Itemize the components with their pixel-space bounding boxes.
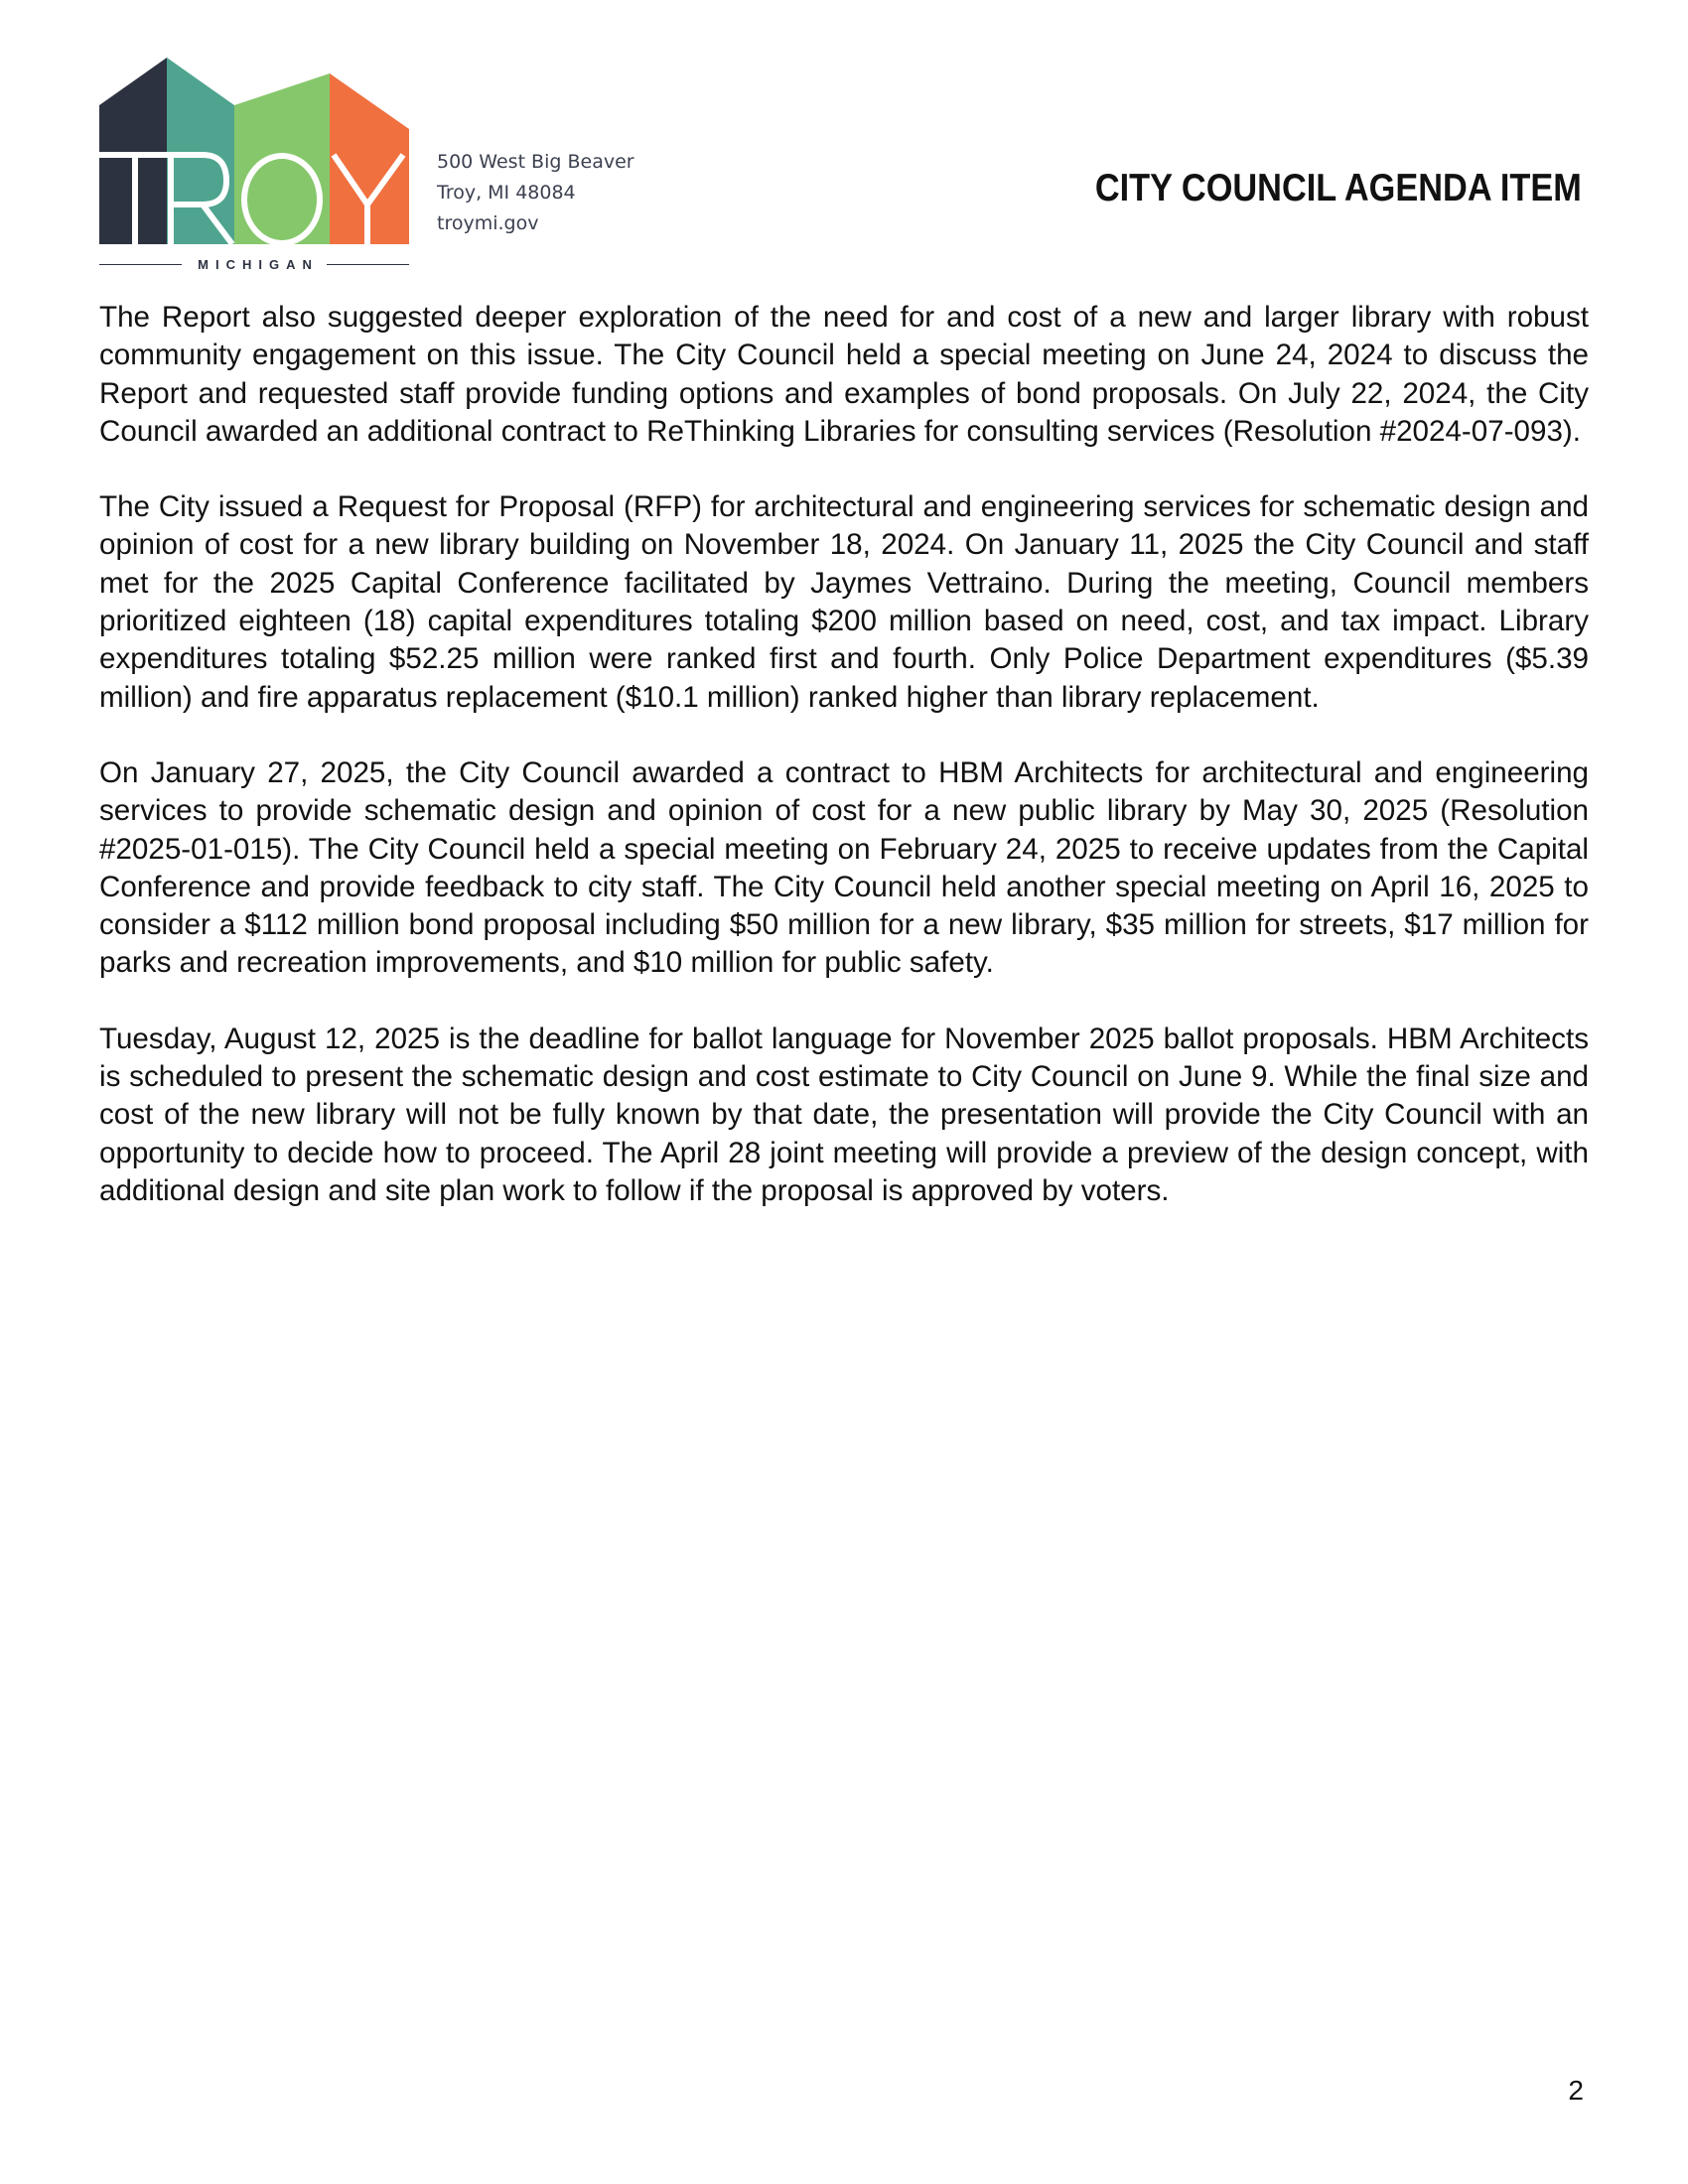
paragraph: The City issued a Request for Proposal (RFP) for architectural and engineering services for schematic design and opinion of cost for a new library building on November 18, 2024. On January 11, 2025 the City Council and staff met for the 2025 Capital Conference facilitated by Jaymes Vettraino. During the meeting, Council members prioritized eighteen (18) capital expenditures totaling $200 million based on need, cost, and tax impact. Library expenditures totaling $52.25 million were ranked first and fourth. Only Police Department expenditures ($5.39 million) and fire apparatus replacement ($10.1 million) ranked higher than library replacement. <box>99 490 1589 714</box>
paragraph: Tuesday, August 12, 2025 is the deadline for ballot language for November 2025 ballot proposals. HBM Architects is scheduled to present the schematic design and cost estimate to City Council on June 9. While the final size and cost of the new library will not be fully known by that date, the presentation will provide the City Council with an opportunity to decide how to proceed. The April 28 joint meeting will provide a preview of the design concept, with additional design and site plan work to follow if the proposal is approved by voters. <box>99 1022 1589 1207</box>
document-body <box>99 299 1589 1248</box>
logo-rule-left <box>99 264 182 265</box>
page-number: 2 <box>1568 2075 1584 2106</box>
troy-house-logo-icon <box>99 58 409 252</box>
address-line-2: Troy, MI 48084 <box>437 182 576 204</box>
address-line-1: 500 West Big Beaver <box>437 151 634 173</box>
page-title: CITY COUNCIL AGENDA ITEM <box>1094 167 1582 209</box>
city-address <box>437 147 634 239</box>
paragraph: The Report also suggested deeper exploration of the need for and cost of a new and larger library with robust community engagement on this issue. The City Council held a special meeting on June 24, 2024 to discuss the Report and requested staff provide funding options and examples of bond proposals. On July 22, 2024, the City Council awarded an additional contract to ReThinking Libraries for consulting services (Resolution #2024-07-093). <box>99 301 1589 448</box>
website-link[interactable]: troymi.gov <box>437 212 539 234</box>
troy-logo <box>99 58 409 276</box>
logo-subtitle: MICHIGAN <box>198 256 319 272</box>
logo-rule-right <box>327 264 409 265</box>
logo-subtitle-row <box>99 252 409 276</box>
paragraph: On January 27, 2025, the City Council awarded a contract to HBM Architects for architectural and engineering services to provide schematic design and opinion of cost for a new public library by May 30, 2025 (Resolution #2025-01-015). The City Council held a special meeting on February 24, 2025 to receive updates from the Capital Conference and provide feedback to city staff. The City Council held another special meeting on April 16, 2025 to consider a $112 million bond proposal including $50 million for a new library, $35 million for streets, $17 million for parks and recreation improvements, and $10 million for public safety. <box>99 755 1589 980</box>
